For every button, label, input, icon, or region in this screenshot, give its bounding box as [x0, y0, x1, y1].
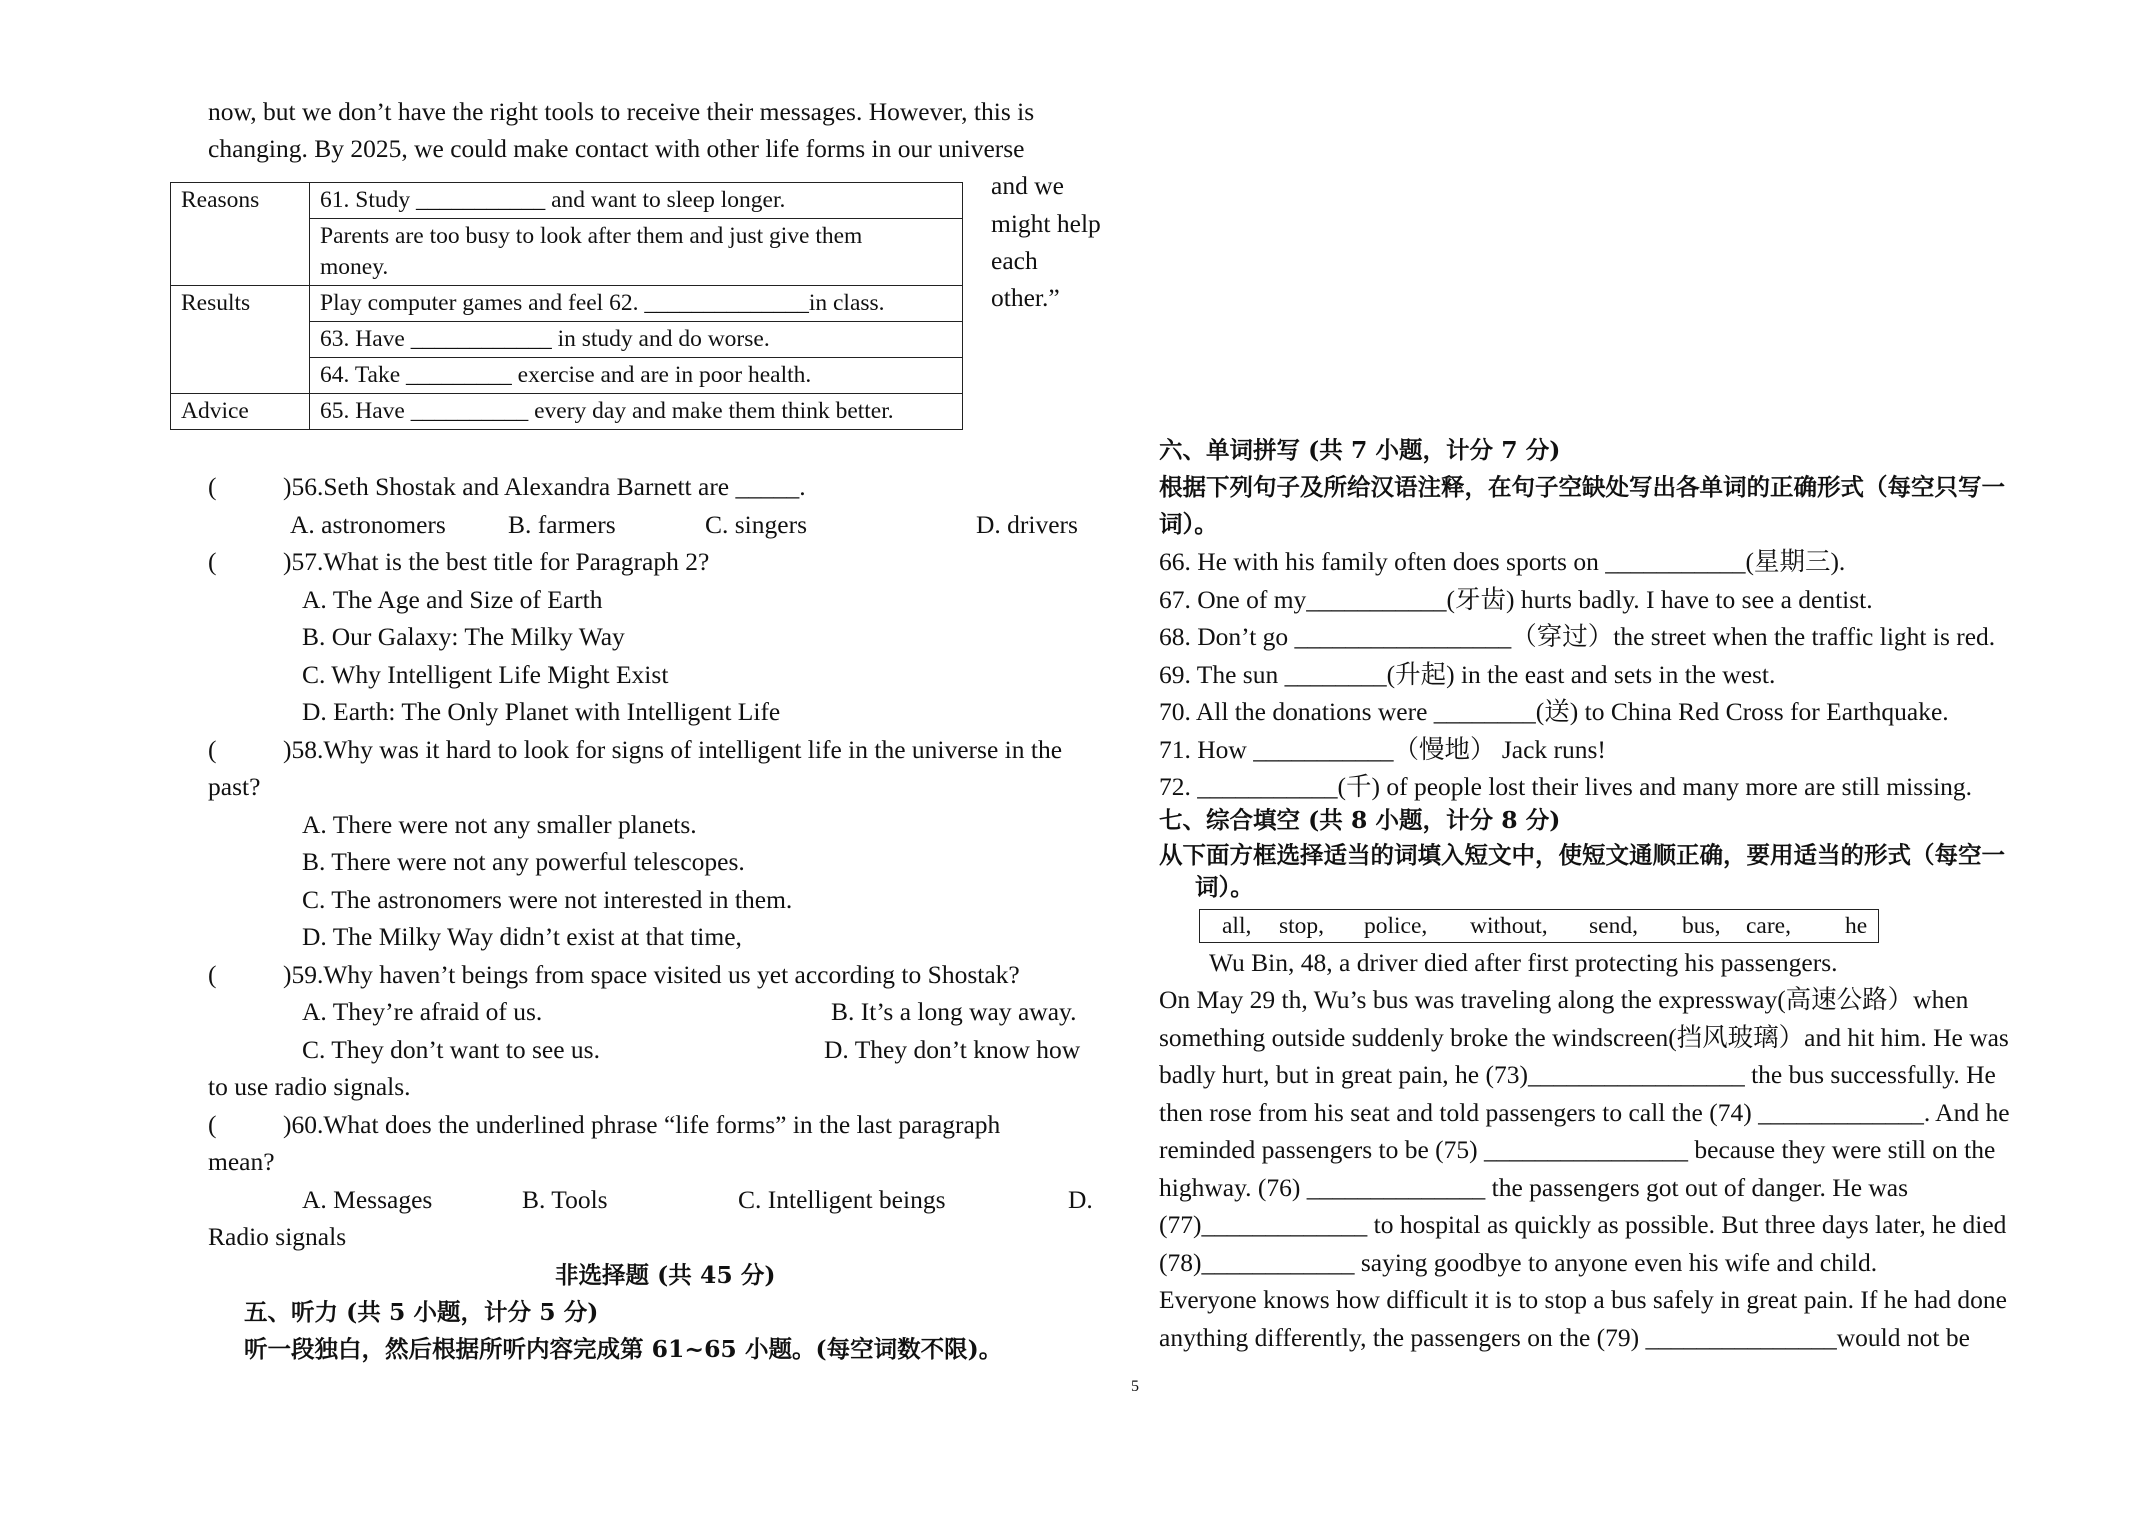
section-7-instruction-1: 从下面方框选择适当的词填入短文中，使短文通顺正确，要用适当的形式（每空一: [1159, 841, 2005, 869]
q57-option-c: C. Why Intelligent Life Might Exist: [302, 660, 669, 689]
q56-option-b: B. farmers: [508, 510, 616, 539]
passage-line: reminded passengers to be (75) ________________ because they were still on the: [1159, 1135, 1996, 1164]
q56-paren: (: [208, 472, 217, 501]
q60-option-d: D.: [1068, 1185, 1093, 1214]
q57-paren: (: [208, 547, 217, 576]
section-6-instruction-1: 根据下列句子及所给汉语注释，在句子空缺处写出各单词的正确形式（每空只写一: [1159, 473, 2005, 501]
passage-line-2: changing. By 2025, we could make contact with other life forms in our universe: [208, 134, 1025, 163]
passage-line: badly hurt, but in great pain, he (73)_________________ the bus successfully. He: [1159, 1060, 1996, 1089]
listening-table: [170, 182, 963, 430]
word-box-item: without,: [1470, 913, 1548, 939]
passage-line: highway. (76) ______________ the passengers got out of danger. He was: [1159, 1173, 1909, 1202]
q66: 66. He with his family often does sports on ___________(星期三).: [1159, 547, 1846, 576]
passage-line: something outside suddenly broke the windscreen(挡风玻璃）and hit him. He was: [1159, 1023, 2009, 1052]
nonchoice-title: 非选择题 (共 45 分): [555, 1261, 776, 1289]
q59-option-d: D. They don’t know how: [824, 1035, 1081, 1064]
row-61: 61. Study ___________ and want to sleep longer.: [310, 183, 963, 219]
row-65: 65. Have __________ every day and make them think better.: [310, 394, 963, 430]
q58-paren: (: [208, 735, 217, 764]
section-7-instruction-2: 词）。: [1195, 873, 1254, 901]
q59-stem: )59.Why haven’t beings from space visited us yet according to Shostak?: [283, 960, 1020, 989]
section-5-instruction: 听一段独白，然后根据所听内容完成第 61~65 小题。(每空词数不限)。: [244, 1335, 1003, 1363]
q56-option-c: C. singers: [705, 510, 807, 539]
passage-line: then rose from his seat and told passengers to call the (74) _____________. And he: [1159, 1098, 2010, 1127]
passage-right-2: might help: [991, 209, 1101, 238]
q57-option-a: A. The Age and Size of Earth: [302, 585, 603, 614]
q59-option-b: B. It’s a long way away.: [831, 997, 1077, 1026]
q69: 69. The sun ________(升起) in the east and sets in the west.: [1159, 660, 1776, 689]
q57-stem: )57.What is the best title for Paragraph 2?: [283, 547, 710, 576]
passage-right-1: and we: [991, 171, 1064, 200]
word-box: [1199, 909, 1879, 943]
q60-option-a: A. Messages: [302, 1185, 433, 1214]
q67: 67. One of my___________(牙齿) hurts badly. I have to see a dentist.: [1159, 585, 1873, 614]
q58-option-b: B. There were not any powerful telescopes.: [302, 847, 745, 876]
q60-option-b: B. Tools: [522, 1185, 608, 1214]
q60-stem-cont: mean?: [208, 1147, 275, 1176]
q59-paren: (: [208, 960, 217, 989]
section-5-title: 五、听力 (共 5 小题，计分 5 分): [244, 1298, 599, 1326]
q57-option-b: B. Our Galaxy: The Milky Way: [302, 622, 625, 651]
word-box-item: he: [1845, 913, 1868, 939]
q71: 71. How ___________（慢地） Jack runs!: [1159, 735, 1606, 764]
q56-option-d: D. drivers: [976, 510, 1078, 539]
row-64: 64. Take _________ exercise and are in poor health.: [310, 358, 963, 394]
q59-option-a: A. They’re afraid of us.: [302, 997, 543, 1026]
q60-option-c: C. Intelligent beings: [738, 1185, 946, 1214]
q68: 68. Don’t go _________________（穿过）the street when the traffic light is red.: [1159, 622, 1996, 651]
reasons-label: Reasons: [171, 183, 310, 286]
passage-right-4: other.”: [991, 283, 1060, 312]
passage-line: On May 29 th, Wu’s bus was traveling along the expressway(高速公路）when: [1159, 985, 1969, 1014]
row-parents-line2: money.: [320, 254, 389, 280]
passage-right-3: each: [991, 246, 1038, 275]
q58-stem-cont: past?: [208, 772, 261, 801]
q60-stem: )60.What does the underlined phrase “life forms” in the last paragraph: [283, 1110, 1001, 1139]
passage-line: anything differently, the passengers on the (79) _______________would not be: [1159, 1323, 1970, 1352]
passage-line: (78)____________ saying goodbye to anyone even his wife and child.: [1159, 1248, 1878, 1277]
page-number: 5: [1131, 1378, 1139, 1395]
section-7-title: 七、综合填空 (共 8 小题，计分 8 分): [1159, 806, 1561, 834]
q60-option-d-cont: Radio signals: [208, 1222, 347, 1251]
passage-line-1: now, but we don’t have the right tools to receive their messages. However, this is: [208, 97, 1035, 126]
q72: 72. ___________(千) of people lost their lives and many more are still missing.: [1159, 772, 1973, 801]
word-box-item: send,: [1589, 913, 1638, 939]
row-63: 63. Have ____________ in study and do worse.: [310, 322, 963, 358]
word-box-item: care,: [1746, 913, 1791, 939]
section-6-instruction-2: 词）。: [1159, 510, 1218, 538]
q58-stem: )58.Why was it hard to look for signs of intelligent life in the universe in the: [283, 735, 1063, 764]
passage-line: Wu Bin, 48, a driver died after first protecting his passengers.: [1209, 948, 1838, 977]
row-62: Play computer games and feel 62. ______________in class.: [310, 286, 963, 322]
results-label: Results: [171, 286, 310, 394]
section-6-title: 六、单词拼写 (共 7 小题，计分 7 分): [1159, 436, 1561, 464]
q58-option-a: A. There were not any smaller planets.: [302, 810, 697, 839]
q59-option-c: C. They don’t want to see us.: [302, 1035, 600, 1064]
row-parents-line1: Parents are too busy to look after them and just give them: [320, 223, 863, 249]
passage-line: Everyone knows how difficult it is to stop a bus safely in great pain. If he had done: [1159, 1285, 2007, 1314]
row-parents: [310, 219, 963, 286]
q58-option-c: C. The astronomers were not interested in them.: [302, 885, 793, 914]
word-box-item: stop,: [1279, 913, 1325, 939]
word-box-item: police,: [1364, 913, 1428, 939]
q58-option-d: D. The Milky Way didn’t exist at that time,: [302, 922, 742, 951]
q59-option-d-cont: to use radio signals.: [208, 1072, 411, 1101]
q70: 70. All the donations were ________(送) to China Red Cross for Earthquake.: [1159, 697, 1949, 726]
q56-option-a: A. astronomers: [290, 510, 446, 539]
passage-line: (77)_____________ to hospital as quickly as possible. But three days later, he died: [1159, 1210, 2007, 1239]
q57-option-d: D. Earth: The Only Planet with Intelligent Life: [302, 697, 781, 726]
word-box-item: all,: [1222, 913, 1252, 939]
advice-label: Advice: [171, 394, 310, 430]
word-box-item: bus,: [1682, 913, 1721, 939]
q60-paren: (: [208, 1110, 217, 1139]
q56-stem: )56.Seth Shostak and Alexandra Barnett are _____.: [283, 472, 806, 501]
